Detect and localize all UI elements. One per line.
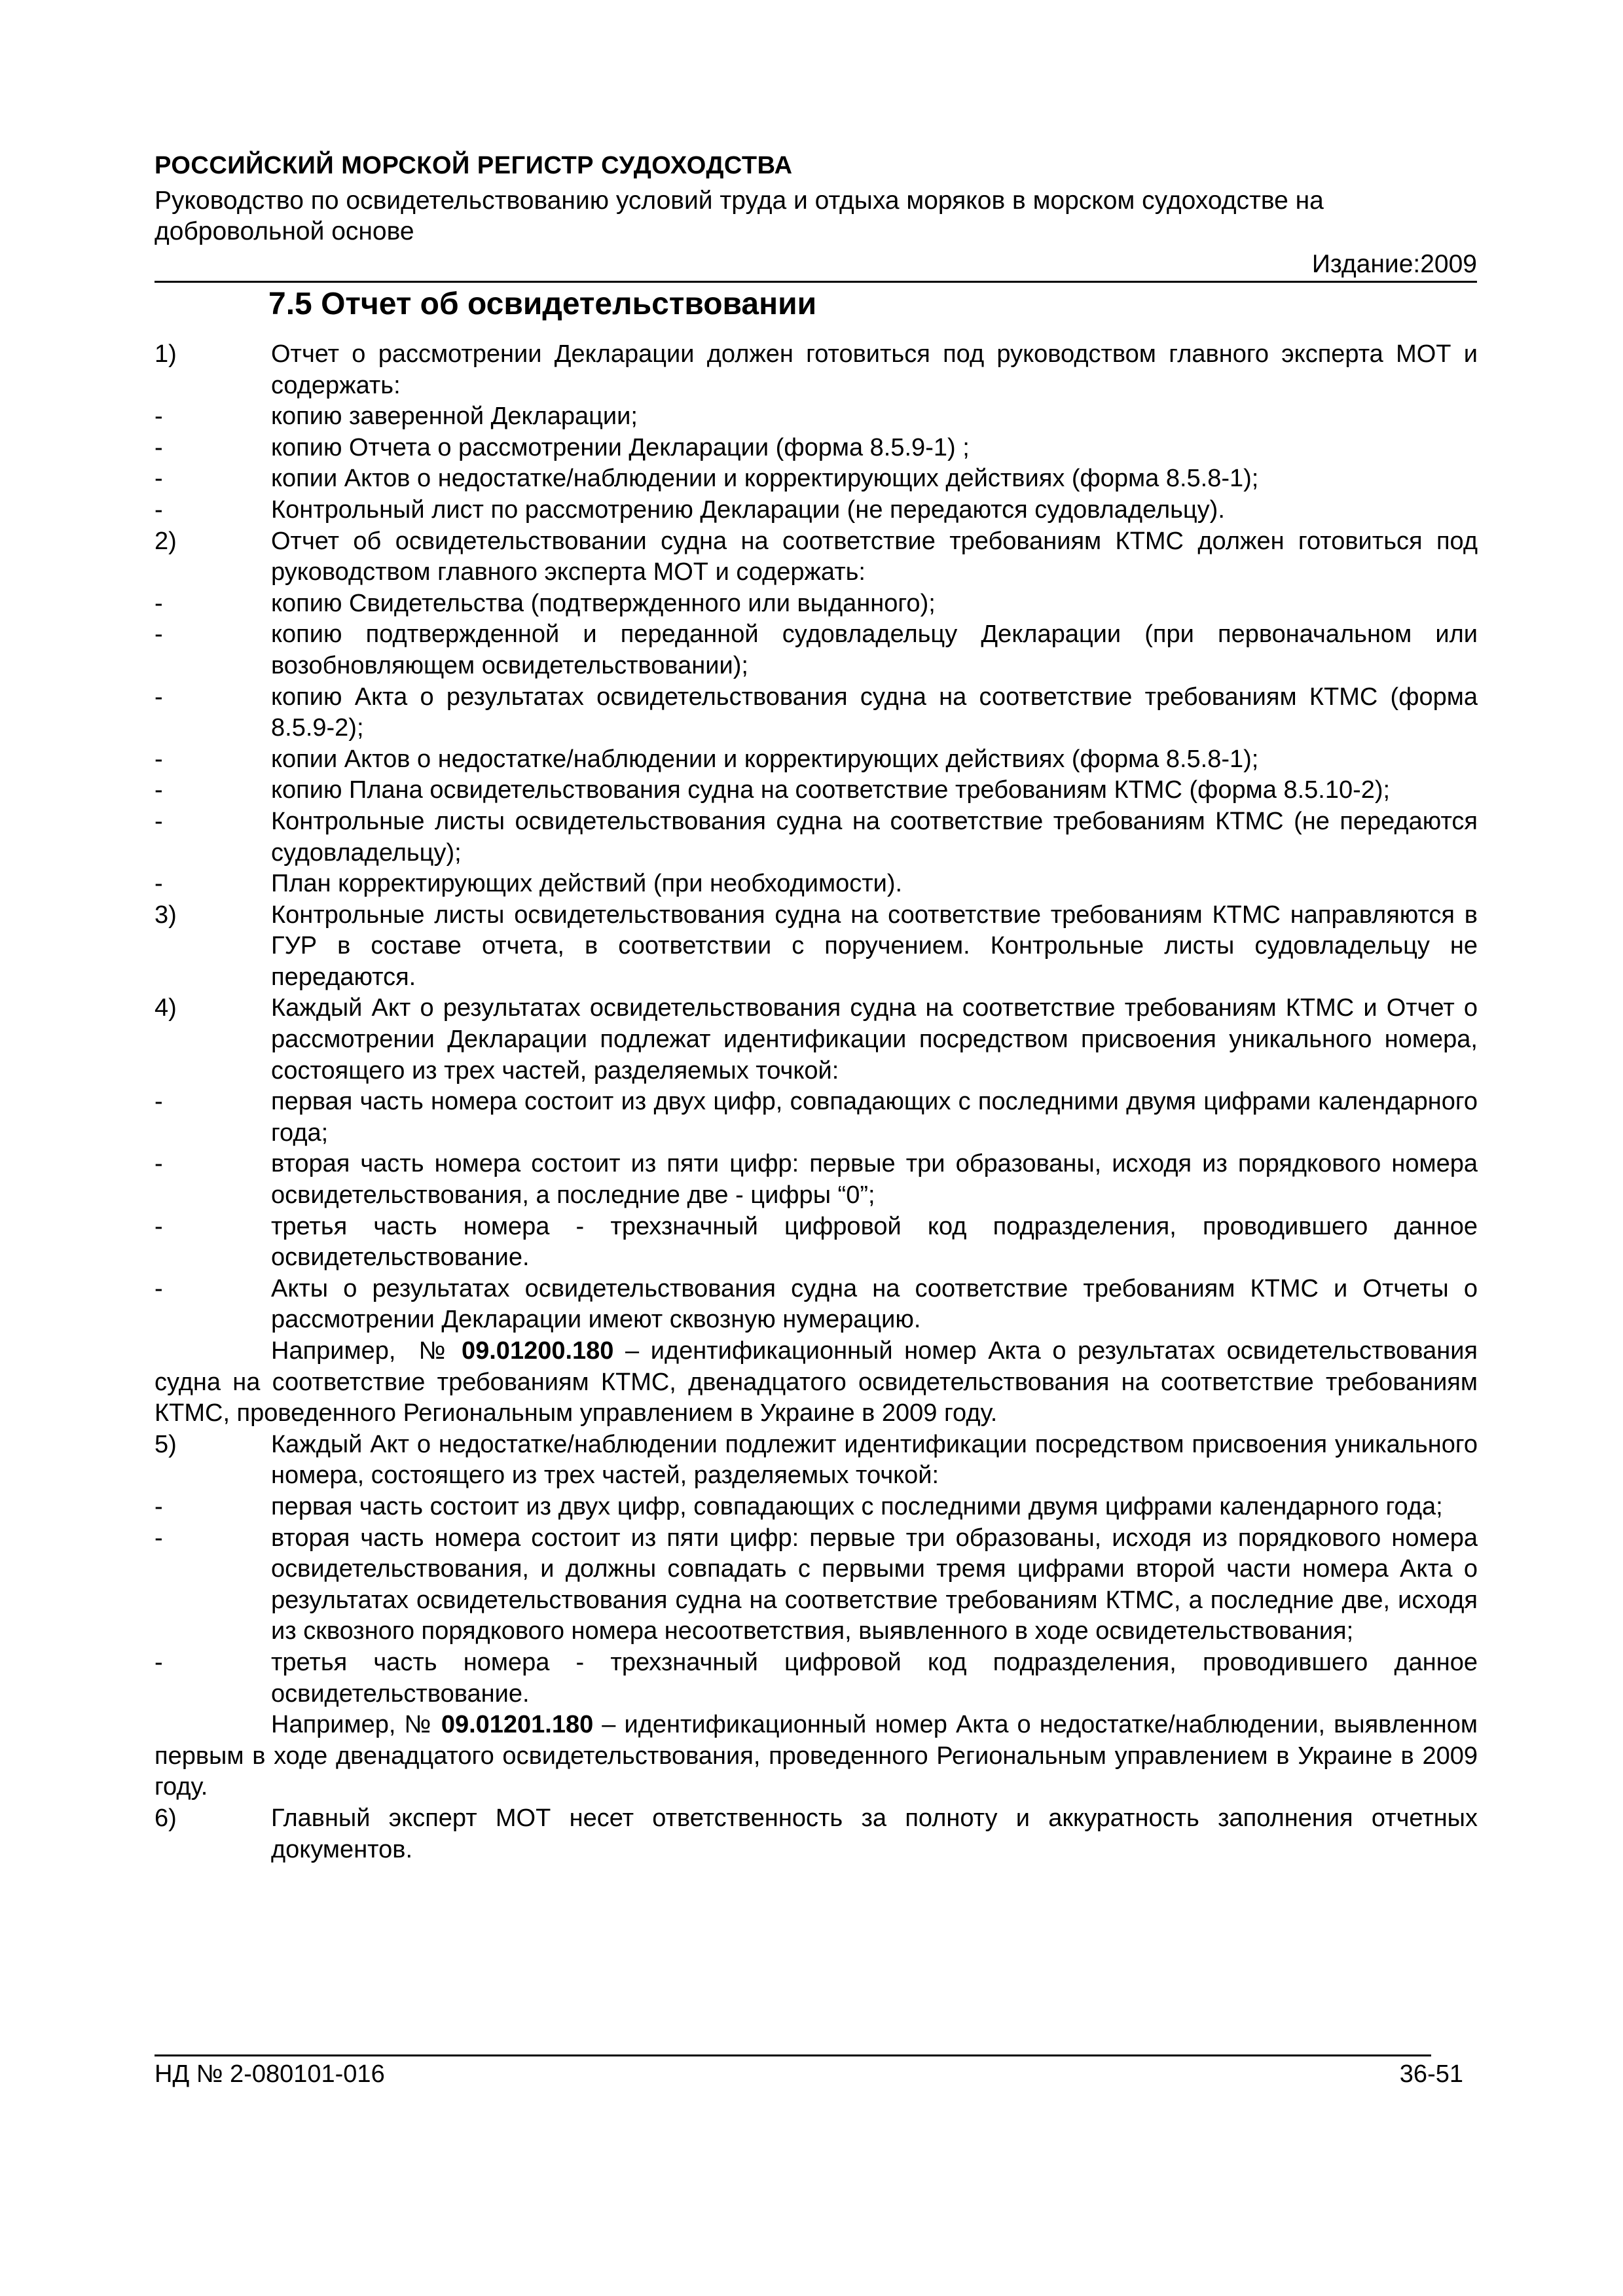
list-item: [155, 526, 1478, 588]
list-item: [155, 806, 1478, 869]
header-organization: РОССИЙСКИЙ МОРСКОЙ РЕГИСТР СУДОХОДСТВА: [155, 152, 793, 179]
list-item: [155, 463, 1478, 495]
list-item-text: копию заверенной Декларации;: [271, 403, 638, 431]
list-item-marker: -: [155, 870, 163, 898]
list-item: [155, 588, 1478, 620]
list-item-marker: 5): [155, 1430, 177, 1458]
list-item-text: вторая часть номера состоит из пяти цифр: первые три образованы, исходя из порядкового номера освидетельствования, и должны совпадать с первыми тремя цифрами второй части номера Акта о результатах освидетельствования судна на соответствие требованиям КТМС, а последние две, исходя из сквозного порядкового номера несоответствия, выявленного в ходе освидетельствования;: [271, 1524, 1478, 1645]
example-paragraph-1: [155, 1336, 1478, 1429]
list-item-marker: -: [155, 589, 163, 617]
header-divider: [155, 281, 1477, 283]
list-item-marker: -: [155, 1150, 163, 1178]
list-item: [155, 869, 1478, 900]
list-item-marker: -: [155, 1492, 163, 1520]
list-item-marker: 4): [155, 994, 177, 1022]
list-item: [155, 495, 1478, 526]
list-item-marker: -: [155, 495, 163, 524]
list-item-marker: 2): [155, 527, 177, 555]
header-document-title: Руководство по освидетельствованию условий труда и отдыха моряков в морском судоходстве на добровольной основе: [155, 187, 1324, 245]
list-item: [155, 1429, 1478, 1492]
list-item: [155, 1211, 1478, 1274]
list-item-marker: -: [155, 433, 163, 461]
list-item-text: копию Отчета о рассмотрении Декларации (форма 8.5.9-1) ;: [271, 433, 970, 461]
list-item-text: Контрольные листы освидетельствования судна на соответствие требованиям КТМС направляются в ГУР в составе отчета, в соответствии с поручением. Контрольные листы судовладельцу не передаются.: [271, 901, 1478, 991]
example-2-suffix: – идентификационный номер Акта о недостатке/наблюдении, выявленном первым в ходе двенадцатого освидетельствования, проведенного Региональным управлением в Украине в 2009 году.: [155, 1711, 1478, 1801]
list-item-marker: -: [155, 1648, 163, 1676]
list-item-marker: -: [155, 1524, 163, 1552]
list-item-text: копии Актов о недостатке/наблюдении и корректирующих действиях (форма 8.5.8-1);: [271, 745, 1259, 773]
list-item-text: копию Плана освидетельствования судна на соответствие требованиям КТМС (форма 8.5.10-2);: [271, 776, 1391, 804]
example-1-suffix: – идентификационный номер Акта о результатах освидетельствования судна на соответствие требованиям КТМС, двенадцатого освидетельствования на соответствие требованиям КТМС, проведенного Региональным управлением в Украине в 2009 году.: [155, 1337, 1478, 1427]
list-item-marker: -: [155, 403, 163, 431]
header-edition: Издание:2009: [1311, 250, 1477, 278]
example-paragraph-2: [155, 1710, 1478, 1803]
list-item-marker: -: [155, 620, 163, 649]
list-item: [155, 339, 1478, 401]
list-item-marker: -: [155, 1212, 163, 1240]
list-item: [155, 401, 1478, 433]
list-items-2: [155, 1429, 1478, 1710]
list-item: [155, 433, 1478, 464]
list-item-text: Контрольные листы освидетельствования судна на соответствие требованиям КТМС (не передаются судовладельцу);: [271, 807, 1478, 867]
list-item-text: третья часть номера - трехзначный цифровой код подразделения, проводившего данное освидетельствование.: [271, 1212, 1478, 1272]
list-item-text: первая часть номера состоит из двух цифр, совпадающих с последними двумя цифрами календарного года;: [271, 1088, 1478, 1147]
list-item-marker: -: [155, 745, 163, 773]
list-item: [155, 1149, 1478, 1211]
list-item: [155, 993, 1478, 1086]
list-items-1: [155, 339, 1478, 1336]
list-item-marker: -: [155, 1274, 163, 1302]
footer-page-number: 36-51: [1399, 2060, 1463, 2088]
list-item: [155, 775, 1478, 806]
list-item-marker: 1): [155, 340, 177, 368]
list-item: [155, 682, 1478, 744]
document-body: [155, 339, 1478, 1865]
list-item-text: Главный эксперт МОТ несет ответственность за полноту и аккуратность заполнения отчетных документов.: [271, 1804, 1478, 1863]
list-item-text: Контрольный лист по рассмотрению Декларации (не передаются судовладельцу).: [271, 495, 1225, 524]
list-item: [155, 619, 1478, 681]
list-item-text: копию подтвержденной и переданной судовладельцу Декларации (при первоначальном или возобновляющем освидетельствовании);: [271, 620, 1478, 679]
list-item-text: копии Актов о недостатке/наблюдении и корректирующих действиях (форма 8.5.8-1);: [271, 465, 1259, 493]
list-item-text: первая часть состоит из двух цифр, совпадающих с последними двумя цифрами календарного года;: [271, 1492, 1443, 1520]
list-item-text: Каждый Акт о недостатке/наблюдении подлежит идентификации посредством присвоения уникального номера, состоящего из трех частей, разделяемых точкой:: [271, 1430, 1478, 1490]
footer-divider: [155, 2054, 1431, 2056]
list-items-3: [155, 1803, 1478, 1865]
list-item-marker: -: [155, 683, 163, 711]
example-1-number: 09.01200.180: [461, 1337, 614, 1365]
example-2-number: 09.01201.180: [441, 1711, 594, 1739]
footer-doc-number: НД № 2-080101-016: [155, 2060, 385, 2088]
list-item-text: копию Свидетельства (подтвержденного или выданного);: [271, 589, 936, 617]
list-item-text: Каждый Акт о результатах освидетельствования судна на соответствие требованиям КТМС и Отчет о рассмотрении Декларации подлежат идентификации посредством присвоения уникального номера, состоящего из трех частей, разделяемых точкой:: [271, 994, 1478, 1085]
list-item-text: Отчет о рассмотрении Декларации должен готовиться под руководством главного эксперта МОТ и содержать:: [271, 340, 1478, 399]
list-item-marker: 3): [155, 901, 177, 929]
list-item: [155, 1492, 1478, 1523]
list-item: [155, 1274, 1478, 1336]
example-1-prefix: Например, №: [271, 1337, 462, 1365]
list-item: [155, 900, 1478, 994]
list-item-marker: -: [155, 1088, 163, 1116]
list-item-text: третья часть номера - трехзначный цифровой код подразделения, проводившего данное освидетельствование.: [271, 1648, 1478, 1708]
section-title: 7.5 Отчет об освидетельствовании: [268, 287, 817, 321]
list-item: [155, 744, 1478, 776]
list-item: [155, 1647, 1478, 1710]
list-item-marker: -: [155, 776, 163, 804]
list-item-marker: -: [155, 465, 163, 493]
list-item-marker: -: [155, 807, 163, 835]
list-item-text: План корректирующих действий (при необходимости).: [271, 870, 903, 898]
example-2-prefix: Например, №: [271, 1711, 441, 1739]
list-item: [155, 1803, 1478, 1865]
list-item-text: вторая часть номера состоит из пяти цифр: первые три образованы, исходя из порядкового номера освидетельствования, а последние две - цифры “0”;: [271, 1150, 1478, 1210]
list-item: [155, 1086, 1478, 1149]
list-item: [155, 1523, 1478, 1647]
list-item-text: Отчет об освидетельствовании судна на соответствие требованиям КТМС должен готовиться под руководством главного эксперта МОТ и содержать:: [271, 527, 1478, 586]
list-item-text: копию Акта о результатах освидетельствования судна на соответствие требованиям КТМС (форма 8.5.9-2);: [271, 683, 1478, 742]
list-item-text: Акты о результатах освидетельствования судна на соответствие требованиям КТМС и Отчеты о рассмотрении Декларации имеют сквозную нумерацию.: [271, 1274, 1478, 1334]
list-item-marker: 6): [155, 1804, 177, 1832]
